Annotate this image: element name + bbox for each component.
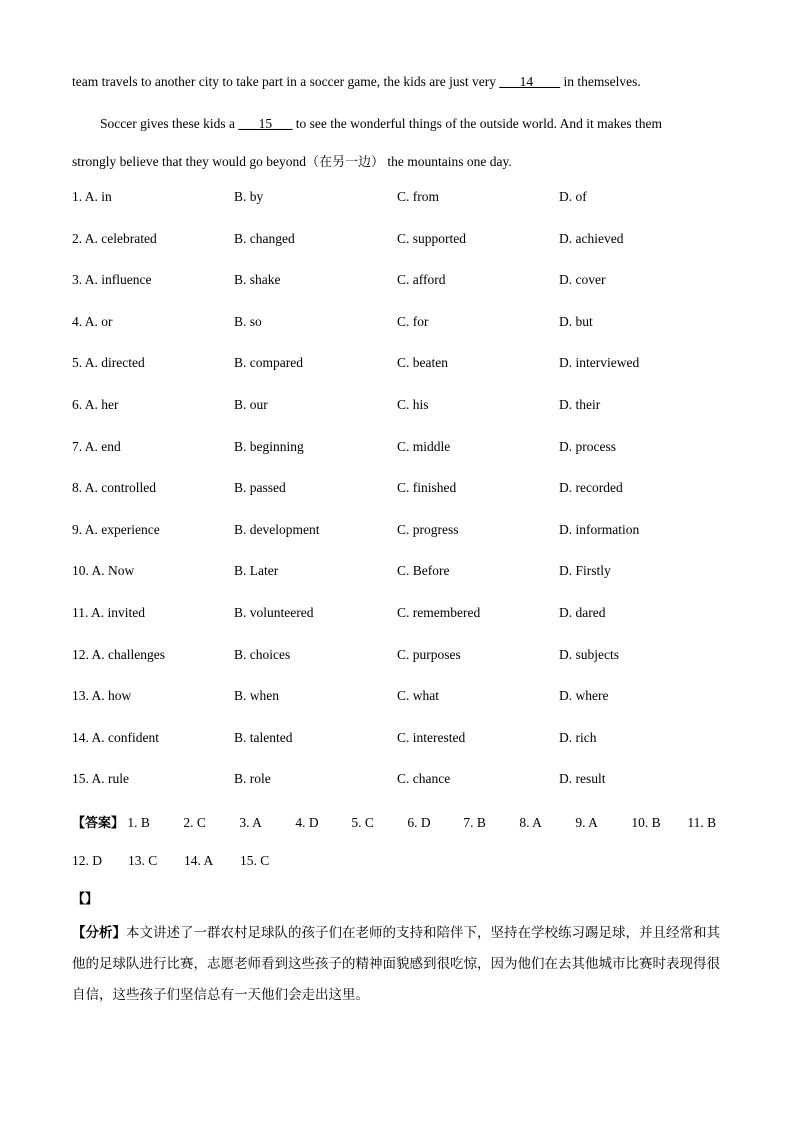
option-d: D. dared: [559, 605, 606, 620]
question-row: [72, 189, 752, 209]
option-d: D. interviewed: [559, 355, 640, 371]
option-c: C. interested: [397, 729, 466, 745]
option-a: 11. A. invited: [72, 605, 145, 620]
option-d: D. information: [559, 521, 640, 537]
option-b: B. so: [234, 313, 262, 329]
option-b: B. changed: [234, 230, 295, 246]
option-b: B. beginning: [234, 438, 304, 454]
answer-label: 【答案】: [72, 816, 125, 831]
question-row: [72, 647, 752, 667]
question-row: [72, 522, 752, 542]
option-b: B. when: [234, 688, 279, 704]
option-a: 14. A. confident: [72, 729, 159, 745]
option-b: B. development: [234, 521, 320, 537]
option-b: B. passed: [234, 480, 286, 496]
answer-item: 13. C: [128, 853, 158, 868]
question-row: [72, 272, 752, 292]
question-row: [72, 771, 752, 791]
option-c: C. afford: [397, 272, 446, 288]
analysis-paragraph: [72, 918, 724, 1011]
option-b: B. choices: [234, 646, 291, 662]
option-b: B. by: [234, 189, 264, 204]
empty-bracket-heading: 【】: [72, 892, 99, 907]
question-row: [72, 605, 752, 625]
chinese-gloss: （在另一边）: [305, 155, 384, 170]
option-d: D. rich: [559, 729, 597, 745]
option-a: 9. A. experience: [72, 521, 160, 537]
passage-text: team travels to another city to take part in a soccer game, the kids are just very: [72, 74, 500, 89]
answer-item: 5. C: [351, 815, 374, 830]
option-d: D. result: [559, 771, 606, 787]
option-d: D. recorded: [559, 480, 623, 496]
option-a: 8. A. controlled: [72, 480, 156, 496]
answer-item: 1. B: [127, 815, 150, 830]
question-row: [72, 355, 752, 375]
option-b: B. talented: [234, 729, 293, 745]
passage-line-1: [72, 74, 641, 90]
answer-item: 15. C: [240, 853, 270, 868]
option-a: 15. A. rule: [72, 771, 129, 787]
option-c: C. purposes: [397, 646, 461, 662]
option-c: C. finished: [397, 480, 457, 496]
option-d: D. their: [559, 397, 601, 412]
answer-item: 2. C: [183, 815, 206, 830]
answer-row-2: [72, 853, 296, 869]
option-a: 6. A. her: [72, 397, 119, 412]
option-a: 3. A. influence: [72, 272, 152, 288]
option-a: 7. A. end: [72, 438, 121, 454]
answer-item: 14. A: [184, 853, 214, 868]
answer-row-1: [72, 812, 743, 831]
answer-item: 3. A: [239, 815, 262, 830]
answer-item: 10. B: [631, 815, 661, 830]
option-c: C. beaten: [397, 355, 448, 371]
option-a: 12. A. challenges: [72, 646, 165, 662]
option-c: C. chance: [397, 771, 451, 787]
answer-item: 9. A: [575, 815, 598, 830]
answer-item: 7. B: [463, 815, 486, 830]
option-d: D. but: [559, 313, 593, 329]
option-c: C. remembered: [397, 605, 481, 620]
option-d: D. Firstly: [559, 563, 611, 579]
option-d: D. where: [559, 688, 609, 704]
option-a: 2. A. celebrated: [72, 230, 157, 246]
option-a: 4. A. or: [72, 313, 113, 329]
blank-15: ___15___: [238, 116, 293, 131]
answer-item: 12. D: [72, 853, 102, 868]
option-c: C. what: [397, 688, 439, 704]
option-c: C. progress: [397, 521, 459, 537]
passage-line-3: [72, 151, 512, 170]
option-d: D. process: [559, 438, 616, 454]
passage-text: Soccer gives these kids a: [100, 116, 239, 131]
blank-14: ___14____: [499, 74, 561, 89]
passage-text: strongly believe that they would go beyond: [72, 154, 306, 169]
passage-text: the mountains one day.: [383, 154, 512, 169]
passage-line-2: [100, 116, 662, 132]
answer-item: 8. A: [519, 815, 542, 830]
question-row: [72, 397, 752, 417]
question-row: [72, 563, 752, 583]
analysis-text: 本文讲述了一群农村足球队的孩子们在老师的支持和陪伴下，坚持在学校练习踢足球，并且经常和其他的足球队进行比赛，志愿老师看到这些孩子的精神面貌感到很吃惊，因为他们在去其他城市比赛时表现得很自信，这些孩子们坚信总有一天他们会走出这里。: [72, 925, 720, 1003]
analysis-label: 【分析】: [72, 925, 126, 941]
option-b: B. our: [234, 397, 268, 412]
answer-item: 11. B: [687, 815, 717, 830]
option-d: D. cover: [559, 272, 606, 288]
option-b: B. volunteered: [234, 605, 314, 620]
question-row: [72, 314, 752, 334]
option-d: D. achieved: [559, 230, 624, 246]
option-c: C. for: [397, 313, 429, 329]
option-b: B. role: [234, 771, 271, 787]
option-a: 13. A. how: [72, 688, 132, 704]
question-row: [72, 480, 752, 500]
question-row: [72, 231, 752, 251]
option-c: C. supported: [397, 230, 466, 246]
option-d: D. subjects: [559, 646, 619, 662]
passage-text: to see the wonderful things of the outside world. And it makes them: [292, 116, 663, 131]
option-c: C. from: [397, 189, 439, 204]
option-b: B. shake: [234, 272, 281, 288]
option-a: 10. A. Now: [72, 563, 135, 579]
option-a: 1. A. in: [72, 189, 112, 204]
answer-item: 6. D: [407, 815, 431, 830]
passage-text: in themselves.: [560, 74, 641, 89]
option-b: B. compared: [234, 355, 303, 371]
option-c: C. his: [397, 397, 429, 412]
question-row: [72, 730, 752, 750]
question-row: [72, 688, 752, 708]
option-c: C. Before: [397, 563, 450, 579]
answer-item: 4. D: [295, 815, 319, 830]
option-d: D. of: [559, 189, 587, 204]
option-a: 5. A. directed: [72, 355, 145, 371]
option-c: C. middle: [397, 438, 451, 454]
question-row: [72, 439, 752, 459]
option-b: B. Later: [234, 563, 279, 579]
